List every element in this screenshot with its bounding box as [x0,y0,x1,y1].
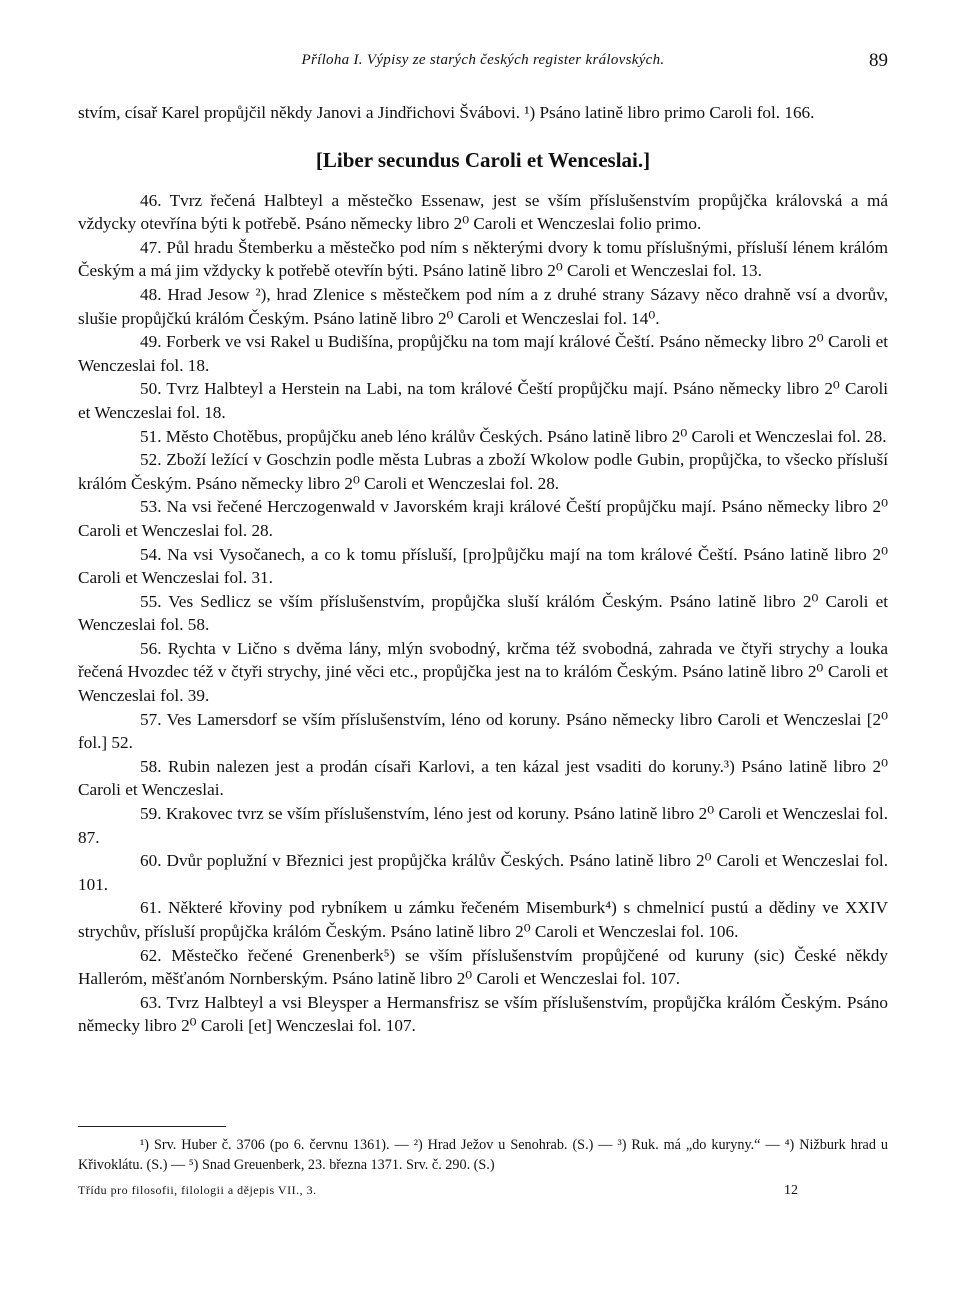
entry-49: 49. Forberk ve vsi Rakel u Budišína, propůjčku na tom mají králové Čeští. Psáno německy libro 2⁰ Caroli et Wenczeslai fol. 18. [78,332,888,375]
page-footer [78,1183,888,1203]
body-text [78,101,888,1038]
entry-60: 60. Dvůr poplužní v Březnici jest propůjčka králův Českých. Psáno latině libro 2⁰ Caroli et Wenczeslai fol. 101. [78,851,888,894]
page-number: 89 [869,50,888,71]
section-heading: [Liber secundus Caroli et Wenceslai.] [315,147,651,172]
continuation-paragraph: stvím, císař Karel propůjčil někdy Janovi a Jindřichovi Švábovi. ¹) Psáno latině libro primo Caroli fol. 166. [78,103,815,122]
entry-59: 59. Krakovec tvrz se vším příslušenstvím, léno jest od koruny. Psáno latině libro 2⁰ Caroli et Wenczeslai fol. 87. [78,804,888,847]
entry-62: 62. Městečko řečené Grenenberk⁵) se vším příslušenstvím propůjčené od kuruny (sic) České někdy Halleróm, měšťanóm Nornberským. Psáno latině libro 2⁰ Caroli et Wenczeslai fol. 107. [78,945,888,989]
entry-46: 46. Tvrz řečená Halbteyl a městečko Essenaw, jest se vším příslušenstvím propůjčka královská a má vždycky otevřína býti k potřebě. Psáno německy libro 2⁰ Caroli et Wenczeslai folio primo. [78,190,888,234]
running-title: Příloha I. Výpisy ze starých českých register královských. [301,52,665,68]
footer-signature: Třídu pro filosofii, filologii a dějepis VII., 3. [78,1183,317,1197]
entry-54: 54. Na vsi Vysočanech, a co k tomu přísluší, [pro]půjčku mají na tom králové Čeští. Psáno latině libro 2⁰ Caroli et Wenczeslai fol. 31. [78,544,888,588]
entry-47: 47. Půl hradu Štemberku a městečko pod ním s některými dvory k tomu příslušnými, přísluší lénem králóm Českým a má jim vždycky k potřebě otevřín býti. Psáno latině libro 2⁰ Caroli et Wenczeslai fol. 13. [78,237,888,281]
entry-53: 53. Na vsi řečené Herczogenwald v Javorském kraji králové Čeští propůjčku mají. Psáno německy libro 2⁰ Caroli et Wenczeslai fol. 28. [78,497,888,540]
entry-52: 52. Zboží ležící v Goschzin podle města Lubras a zboží Wkolow podle Gubin, propůjčka, to všecko přísluší králóm Českým. Psáno německy libro 2⁰ Caroli et Wenczeslai fol. 28. [78,450,888,493]
entry-56: 56. Rychta v Lično s dvěma lány, mlýn svobodný, krčma též svobodná, zahrada ve čtyři strychy a louka řečená Hvozdec též v čtyři strychy, jiné věci etc., propůjčka jest na to králóm Českým. Psáno latině libro 2⁰ Caroli et Wenczeslai fol. 39. [78,638,888,706]
entry-61: 61. Některé křoviny pod rybníkem u zámku řečeném Misemburk⁴) s chmelnicí pustú a dědiny ve XXIV strychův, přísluší propůjčka králóm Českým. Psáno latině libro 2⁰ Caroli et Wenczeslai fol. 106. [78,898,888,941]
footer-sheet-number: 12 [784,1183,798,1198]
entry-48: 48. Hrad Jesow ²), hrad Zlenice s městečkem pod ním a z druhé strany Sázavy něco drahně vsí a dvorův, slušie propůjčkú králóm Českým. Psáno latině libro 2⁰ Caroli et Wenczeslai fol. 14⁰. [78,284,888,328]
entry-50: 50. Tvrz Halbteyl a Herstein na Labi, na tom králové Čeští propůjčku mají. Psáno německy libro 2⁰ Caroli et Wenczeslai fol. 18. [78,379,888,422]
entry-51: 51. Město Chotěbus, propůjčku aneb léno králův Českých. Psáno latině libro 2⁰ Caroli et Wenczeslai fol. 28. [140,426,887,446]
page-header [78,50,888,78]
entry-63: 63. Tvrz Halbteyl a vsi Bleysper a Hermansfrisz se vším příslušenstvím, propůjčka králóm Českým. Psáno německy libro 2⁰ Caroli [et] Wenczeslai fol. 107. [78,992,888,1036]
footnotes [78,1135,888,1175]
entry-57: 57. Ves Lamersdorf se vším příslušenstvím, léno od koruny. Psáno německy libro Caroli et Wenczeslai [2⁰ fol.] 52. [78,709,888,753]
footnotes-text: ¹) Srv. Huber č. 3706 (po 6. červnu 1361). — ²) Hrad Ježov u Senohrab. (S.) — ³) Ruk. má „do kuryny.“ — ⁴) Nižburk hrad u Křivoklátu. (S.) — ⁵) Snad Greuenberk, 23. března 1371. Srv. č. 290. (S.) [78,1137,888,1173]
entry-55: 55. Ves Sedlicz se vším příslušenstvím, propůjčka sluší králóm Českým. Psáno latině libro 2⁰ Caroli et Wenczeslai fol. 58. [78,591,888,635]
footnote-divider [78,1126,226,1127]
entry-58: 58. Rubin nalezen jest a prodán císaři Karlovi, a ten kázal jest vsaditi do koruny.³) Psáno latině libro 2⁰ Caroli et Wenczeslai. [78,756,888,800]
